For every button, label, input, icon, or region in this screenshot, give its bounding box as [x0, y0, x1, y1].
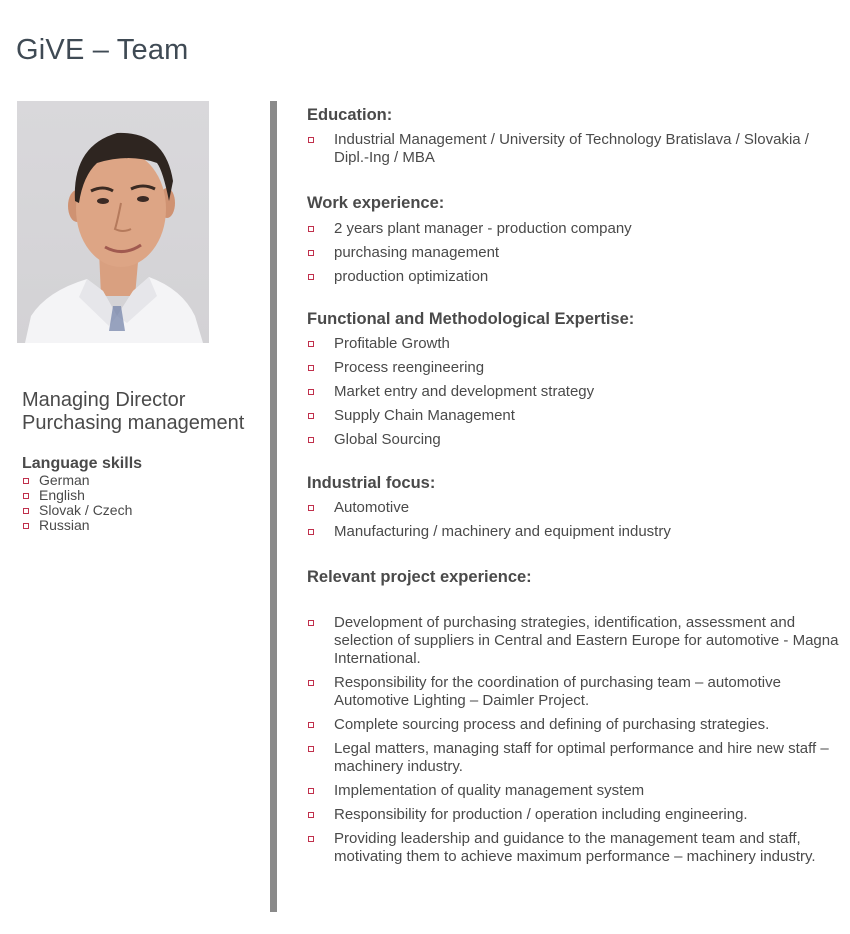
- work-item: production optimization: [307, 268, 845, 286]
- language-item: Russian: [22, 518, 132, 533]
- project-item: Responsibility for the coordination of purchasing team – automotive Automotive Lighting – Daimler Project.: [307, 674, 845, 710]
- education-heading: Education:: [307, 106, 393, 124]
- project-experience-heading: Relevant project experience:: [307, 568, 532, 586]
- project-item: Development of purchasing strategies, identification, assessment and selection of suppliers in Central and Eastern Europe for automotive - Magna International.: [307, 614, 845, 668]
- expertise-item: Process reengineering: [307, 359, 845, 377]
- role-line-1: Managing Director: [22, 389, 186, 411]
- expertise-item: Market entry and development strategy: [307, 383, 845, 401]
- project-item: Complete sourcing process and defining of purchasing strategies.: [307, 716, 845, 734]
- expertise-heading: Functional and Methodological Expertise:: [307, 310, 635, 328]
- expertise-item: Profitable Growth: [307, 335, 845, 353]
- language-list: [22, 473, 132, 533]
- work-item: purchasing management: [307, 244, 845, 262]
- industrial-focus-list: [307, 499, 845, 547]
- portrait-image: [17, 101, 209, 343]
- industrial-item: Automotive: [307, 499, 845, 517]
- role-title: [22, 389, 244, 435]
- language-item: German: [22, 473, 132, 488]
- project-item: Legal matters, managing staff for optimal performance and hire new staff – machinery industry.: [307, 740, 845, 776]
- project-item: Implementation of quality management system: [307, 782, 845, 800]
- expertise-item: Global Sourcing: [307, 431, 845, 449]
- work-experience-heading: Work experience:: [307, 194, 445, 212]
- project-experience-list: [307, 614, 845, 872]
- project-item: Responsibility for production / operation including engineering.: [307, 806, 845, 824]
- project-item: Providing leadership and guidance to the management team and staff, motivating them to achieve maximum performance – machinery industry.: [307, 830, 845, 866]
- expertise-list: [307, 335, 845, 455]
- education-item: Industrial Management / University of Technology Bratislava / Slovakia / Dipl.-Ing / MBA: [307, 131, 845, 167]
- page-title: GiVE – Team: [16, 34, 189, 66]
- language-item: English: [22, 488, 132, 503]
- expertise-item: Supply Chain Management: [307, 407, 845, 425]
- education-list: [307, 131, 845, 173]
- work-item: 2 years plant manager - production company: [307, 220, 845, 238]
- language-item: Slovak / Czech: [22, 503, 132, 518]
- language-skills-title: Language skills: [22, 455, 143, 472]
- industrial-focus-heading: Industrial focus:: [307, 474, 436, 492]
- industrial-item: Manufacturing / machinery and equipment industry: [307, 523, 845, 541]
- work-experience-list: [307, 220, 845, 292]
- role-line-2: Purchasing management: [22, 412, 245, 434]
- vertical-divider: [270, 101, 277, 912]
- profile-photo: [17, 101, 209, 343]
